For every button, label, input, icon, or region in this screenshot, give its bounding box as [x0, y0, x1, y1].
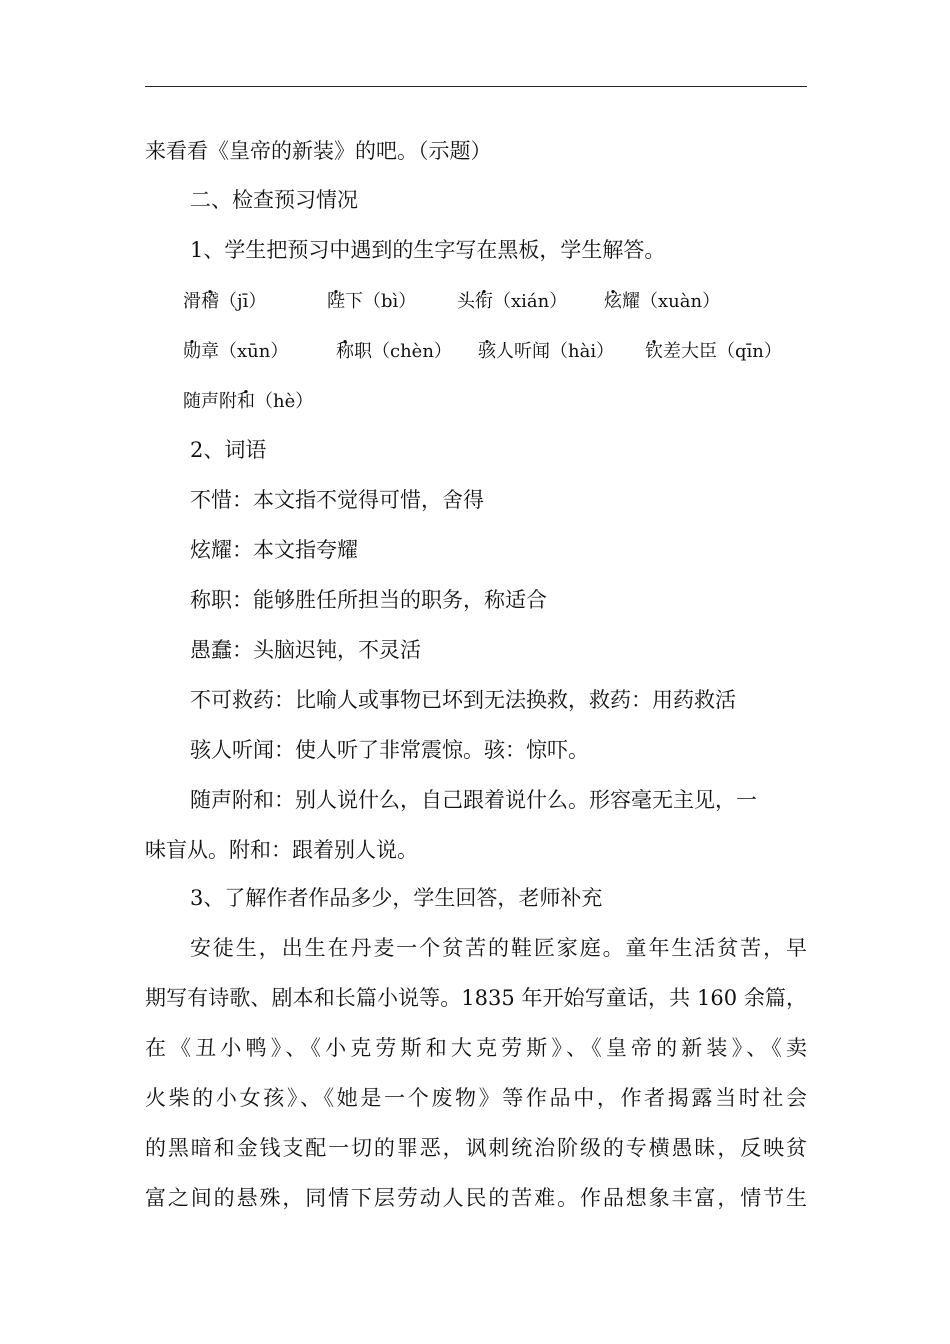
- section-heading: 二、检查预习情况: [190, 188, 358, 212]
- paragraph-line: 的黑暗和金钱支配一切的罪恶，讽刺统治阶级的专横愚昧，反映贫: [145, 1136, 807, 1160]
- paragraph-line: 安徒生，出生在丹麦一个贫苦的鞋匠家庭。童年生活贫苦，早: [190, 936, 807, 960]
- definition-line: 随声附和：别人说什么，自己跟着说什么。形容毫无主见，一: [190, 788, 757, 812]
- vocab-item: 炫耀（xuàn）: [604, 291, 721, 312]
- vocab-item: 头衔（xián）: [457, 291, 568, 312]
- paragraph-line: 火柴的小女孩》、《她是一个废物》等作品中，作者揭露当时社会: [145, 1086, 807, 1110]
- vocab-item: 滑稽（jī）: [183, 291, 267, 312]
- vocab-item: 称职（chèn）: [336, 341, 452, 362]
- paragraph-line: 富之间的悬殊，同情下层劳动人民的苦难。作品想象丰富，情节生: [145, 1186, 807, 1210]
- vocab-item: 陛下（bì）: [327, 291, 417, 312]
- vocab-item: 钦差大臣（qīn）: [645, 341, 782, 362]
- definition-line: 愚蠢：头脑迟钝，不灵活: [190, 638, 421, 662]
- vocab-item: 随声附和（hè）: [183, 391, 314, 412]
- vocab-item: 勋章（xūn）: [183, 341, 289, 362]
- text-line: 来看看《皇帝的新装》的吧。（示题）: [145, 139, 492, 163]
- definition-line: 不惜：本文指不觉得可惜，舍得: [190, 488, 484, 512]
- header-rule: [145, 86, 807, 87]
- vocab-item: 骇人听闻（hài）: [478, 341, 615, 362]
- definition-line: 称职：能够胜任所担当的职务，称适合: [190, 588, 547, 612]
- definition-line: 味盲从。附和：跟着别人说。: [145, 838, 418, 862]
- section-heading: 3、了解作者作品多少，学生回答，老师补充: [190, 886, 603, 910]
- section-heading: 2、词语: [190, 438, 267, 462]
- definition-line: 骇人听闻：使人听了非常震惊。骇：惊吓。: [190, 738, 589, 762]
- definition-line: 炫耀：本文指夸耀: [190, 538, 358, 562]
- definition-line: 不可救药：比喻人或事物已坏到无法换救，救药：用药救活: [190, 688, 736, 712]
- paragraph-line: 期写有诗歌、剧本和长篇小说等。1835 年开始写童话，共 160 余篇，: [145, 986, 807, 1010]
- text-line: 1、学生把预习中遇到的生字写在黑板，学生解答。: [190, 238, 666, 262]
- paragraph-line: 在《丑小鸭》、《小克劳斯和大克劳斯》、《皇帝的新装》、《卖: [145, 1036, 807, 1060]
